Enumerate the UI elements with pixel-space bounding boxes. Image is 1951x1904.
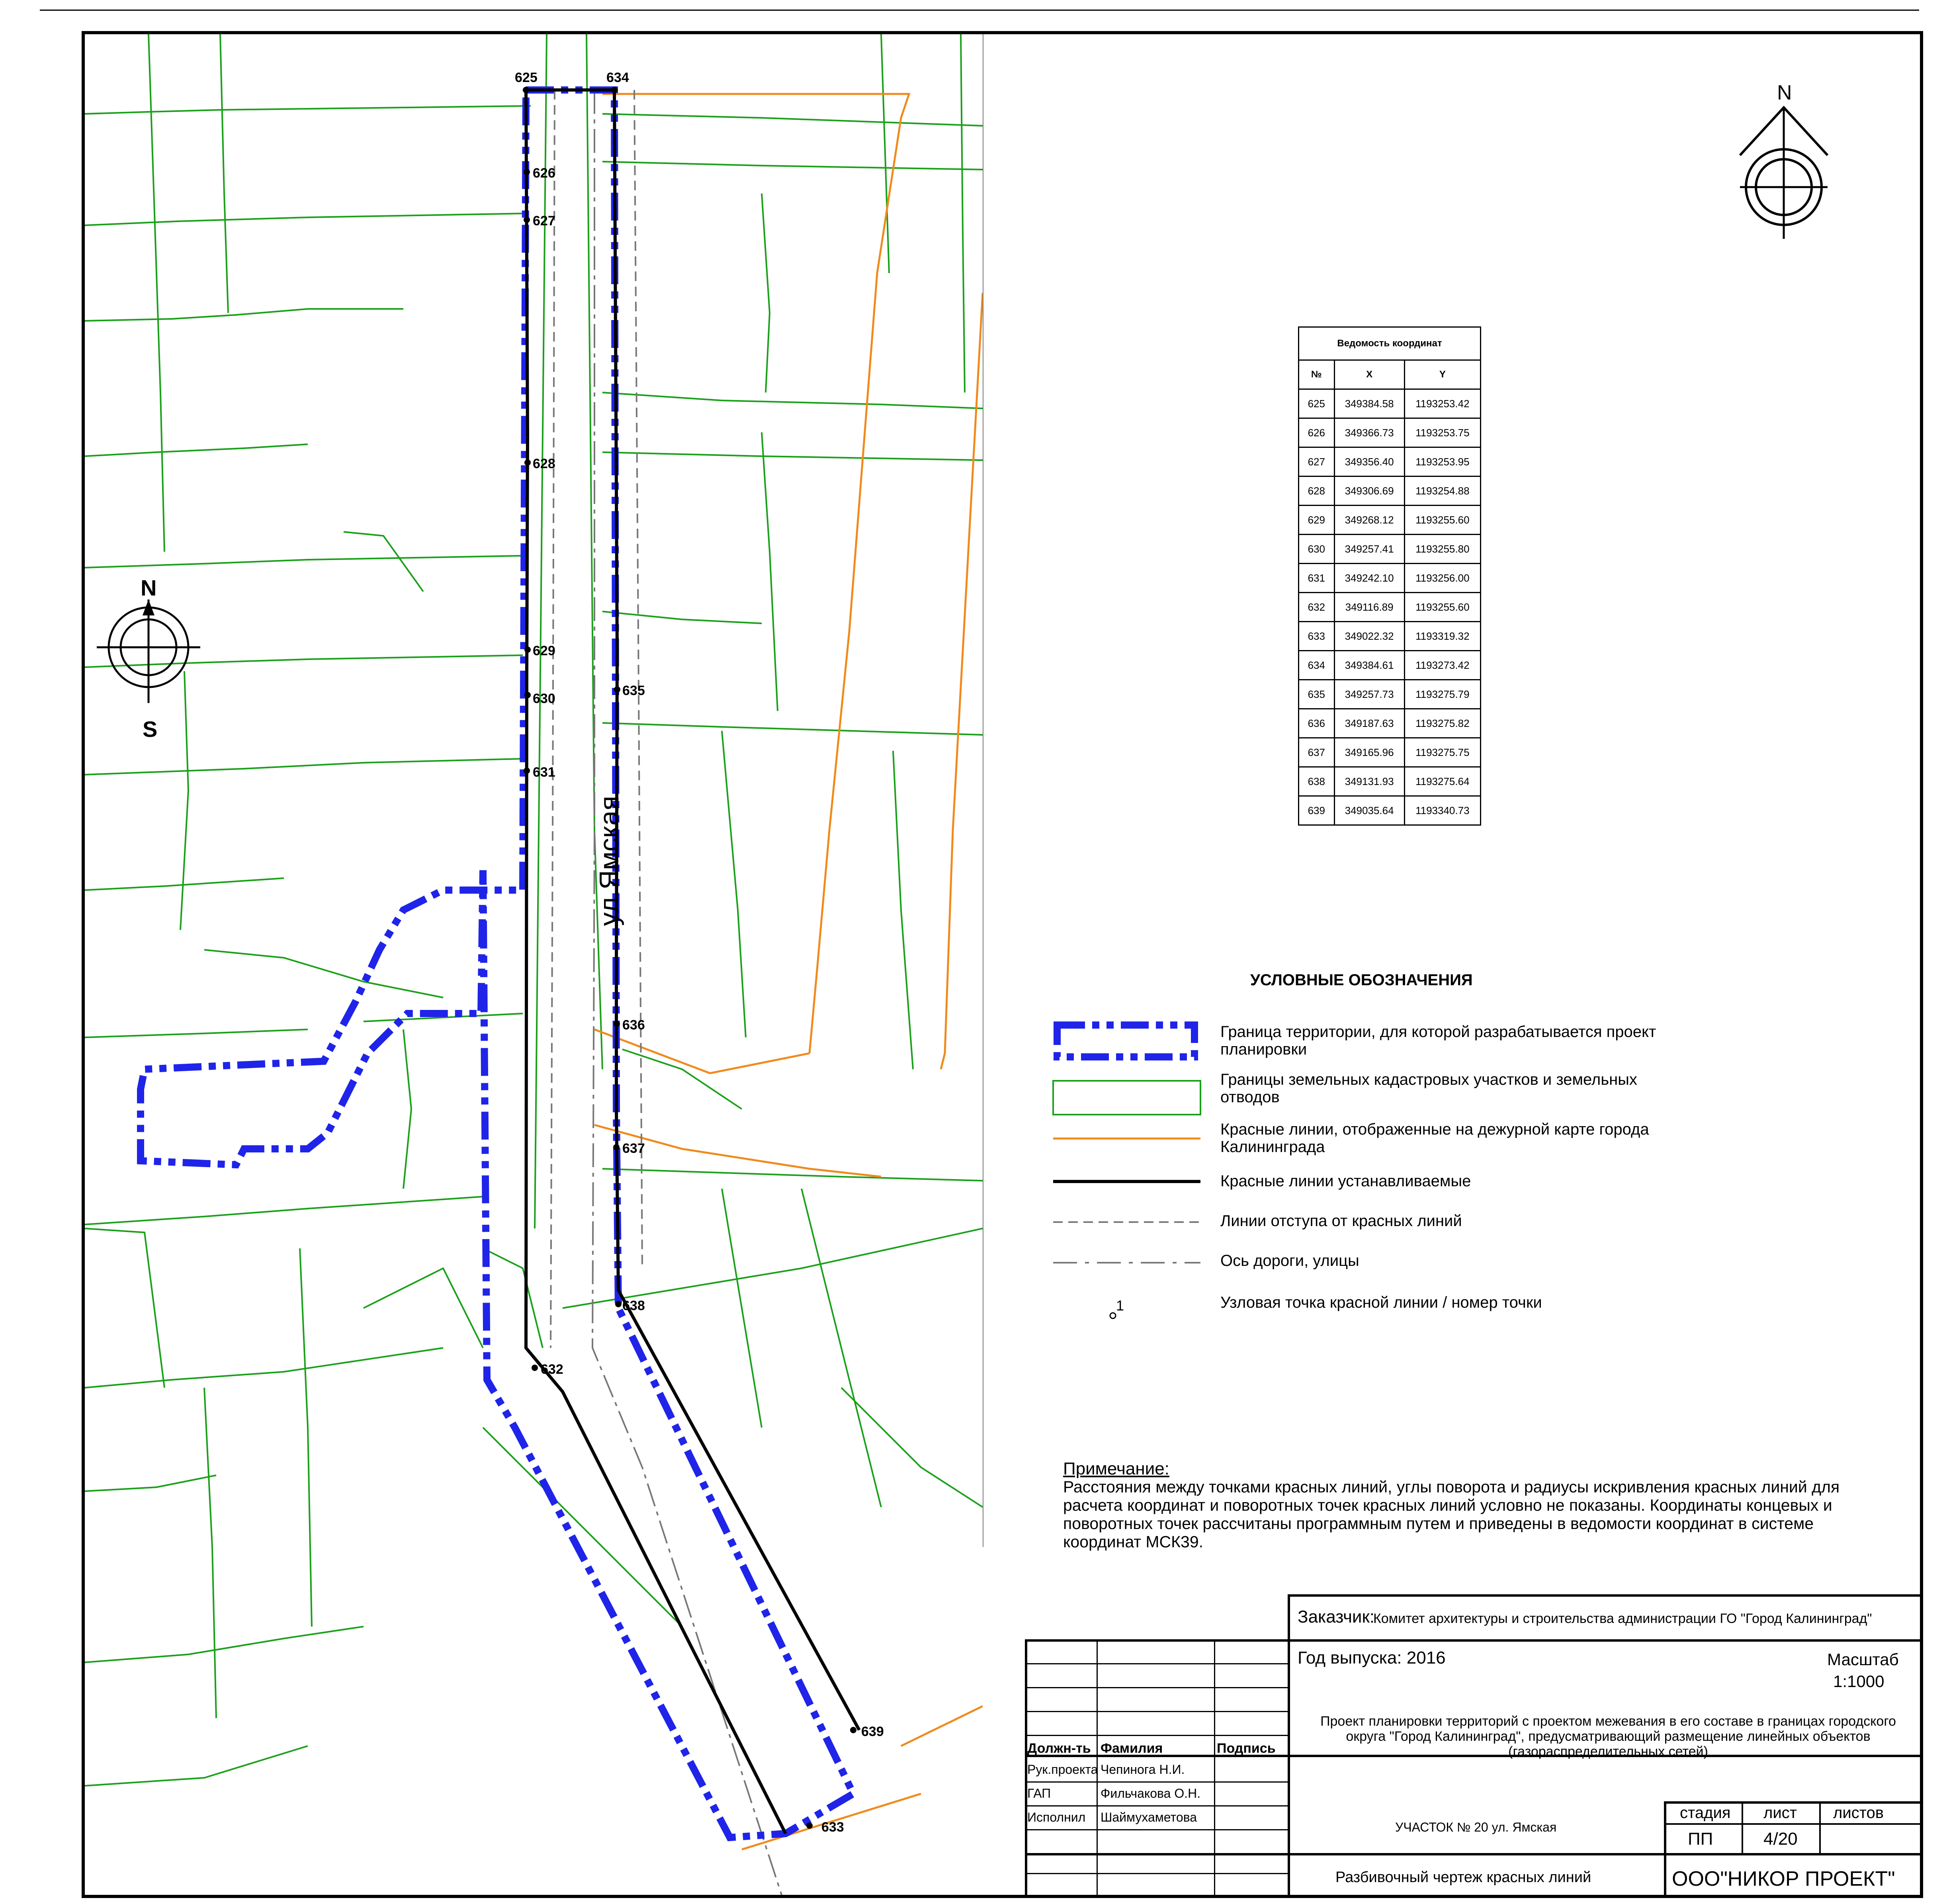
node-label-632: 632 [541,1362,563,1377]
y-coordinate: 1193255.60 [1404,593,1480,622]
point-number: 632 [1299,593,1335,622]
node-label-625: 625 [515,70,538,85]
legend-node-number: 1 [1116,1297,1124,1314]
stage-value: ПП [1688,1829,1713,1849]
table-row [1299,767,1481,796]
y-coordinate: 1193253.95 [1404,447,1480,476]
x-coordinate: 349257.41 [1334,535,1404,564]
node-label-630: 630 [533,691,555,706]
y-coordinate: 1193275.75 [1404,738,1480,767]
legend-symbol-cadastral [1053,1081,1200,1115]
compass-north-label: N [1777,81,1792,104]
x-coordinate: 349384.61 [1334,651,1404,680]
col-header-y: Y [1404,360,1480,389]
y-coordinate: 1193254.88 [1404,476,1480,506]
staff-name-1: Чепинога Н.И. [1101,1762,1185,1777]
table-row [1299,418,1481,447]
table-row [1299,709,1481,738]
point-number: 631 [1299,564,1335,593]
legend-item-duty-red-lines: Красные линии, отображенные на дежурной карте города Калининграда [1220,1121,1649,1156]
x-coordinate: 349268.12 [1334,506,1404,535]
x-coordinate: 349366.73 [1334,418,1404,447]
node-label-628: 628 [533,456,555,471]
release-year: Год выпуска: 2016 [1298,1648,1446,1668]
legend-item-offset-lines: Линии отступа от красных линий [1220,1212,1462,1230]
sheets-label: листов [1833,1804,1884,1822]
y-coordinate: 1193256.00 [1404,564,1480,593]
x-coordinate: 349165.96 [1334,738,1404,767]
survey-map [85,34,983,1895]
duty-map-red-lines [594,94,983,1849]
node-label-637: 637 [622,1141,645,1156]
staff-name-2: Фильчакова О.Н. [1101,1786,1201,1801]
drawing-name: Разбивочный чертеж красных линий [1335,1869,1591,1886]
y-coordinate: 1193253.75 [1404,418,1480,447]
y-coordinate: 1193255.80 [1404,535,1480,564]
north-arrow-compass [1732,80,1836,247]
staff-role-3: Исполнил [1027,1810,1086,1824]
table-row [1299,680,1481,709]
node-label-627: 627 [533,213,555,228]
x-coordinate: 349306.69 [1334,476,1404,506]
sheet-value: 4/20 [1763,1829,1798,1849]
legend-symbol-territory [1057,1025,1194,1057]
staff-role-1: Рук.проекта [1027,1762,1098,1777]
col-signature: Подпись [1217,1741,1276,1756]
point-number: 630 [1299,535,1335,564]
legend-title: УСЛОВНЫЕ ОБОЗНАЧЕНИЯ [1250,971,1473,989]
y-coordinate: 1193275.79 [1404,680,1480,709]
x-coordinate: 349257.73 [1334,680,1404,709]
point-number: 639 [1299,796,1335,825]
col-position: Должн-ть [1027,1741,1091,1756]
coordinates-table [1298,326,1481,826]
note-title: Примечание: [1063,1459,1169,1478]
y-coordinate: 1193319.32 [1404,622,1480,651]
node-label-629: 629 [533,643,555,658]
x-coordinate: 349187.63 [1334,709,1404,738]
table-row [1299,389,1481,418]
customer-name: Комитет архитектуры и строительства администрации ГО "Город Калининград" [1373,1611,1872,1626]
staff-role-2: ГАП [1027,1786,1051,1801]
x-coordinate: 349384.58 [1334,389,1404,418]
table-row [1299,476,1481,506]
section-name: УЧАСТОК № 20 ул. Ямская [1395,1820,1557,1834]
y-coordinate: 1193255.60 [1404,506,1480,535]
cadastral-parcel-boundaries [85,34,983,1786]
node-label-635: 635 [622,683,645,698]
red-line-node-labels [515,70,884,1835]
x-coordinate: 349356.40 [1334,447,1404,476]
point-number: 633 [1299,622,1335,651]
point-number: 638 [1299,767,1335,796]
table-row [1299,564,1481,593]
point-number: 627 [1299,447,1335,476]
company-name: ООО"НИКОР ПРОЕКТ" [1672,1867,1895,1890]
table-row [1299,447,1481,476]
legend-item-new-red-lines: Красные линии устанавливаемые [1220,1172,1471,1190]
note-text: Расстояния между точками красных линий, углы поворота и радиусы искривления красных линий для расчета координат и поворотных точек красных линий условно не показаны. Координаты концевых и поворотных точек рассчитаны программным путем и приведены в ведомости координат в системе координат МСК39. [1063,1478,1840,1551]
offset-lines [551,90,642,1348]
title-block [1025,1594,1923,1898]
established-red-lines [526,90,859,1834]
point-number: 629 [1299,506,1335,535]
col-header-no: № [1299,360,1335,389]
x-coordinate: 349242.10 [1334,564,1404,593]
legend-item-road-axis: Ось дороги, улицы [1220,1252,1359,1269]
node-label-634: 634 [606,70,629,85]
node-label-633: 633 [821,1820,844,1835]
x-coordinate: 349131.93 [1334,767,1404,796]
table-row [1299,738,1481,767]
y-coordinate: 1193275.82 [1404,709,1480,738]
table-row [1299,622,1481,651]
customer-label: Заказчик: [1298,1607,1374,1627]
node-label-631: 631 [533,765,555,780]
y-coordinate: 1193273.42 [1404,651,1480,680]
table-row [1299,651,1481,680]
sheet-label: лист [1763,1804,1797,1822]
legend-item-cadastral: Границы земельных кадастровых участков и земельных отводов [1220,1071,1637,1106]
x-coordinate: 349035.64 [1334,796,1404,825]
legend-symbol-node [1110,1313,1116,1318]
scale-label: Масштаб [1827,1650,1899,1669]
map-south-label: S [143,717,158,742]
table-row [1299,796,1481,825]
point-number: 635 [1299,680,1335,709]
coordinates-table-body [1299,389,1481,825]
map-north-arrow [97,575,200,742]
point-number: 634 [1299,651,1335,680]
point-number: 626 [1299,418,1335,447]
y-coordinate: 1193275.64 [1404,767,1480,796]
top-border-line [40,10,1919,11]
point-number: 628 [1299,476,1335,506]
x-coordinate: 349116.89 [1334,593,1404,622]
node-points [523,87,856,1829]
point-number: 637 [1299,738,1335,767]
node-label-638: 638 [622,1298,645,1313]
legend-symbols [1051,1019,1202,1345]
planning-territory-boundary [141,90,853,1838]
project-description: Проект планировки территорий с проектом межевания в его составе в границах городского округа "Город Калининград", предусматривающий размещение линейных объектов (газораспределительных сетей) [1320,1714,1896,1759]
table-row [1299,506,1481,535]
point-number: 636 [1299,709,1335,738]
col-header-x: X [1334,360,1404,389]
staff-name-3: Шаймухаметова [1101,1810,1197,1824]
node-label-636: 636 [622,1017,645,1033]
y-coordinate: 1193340.73 [1404,796,1480,825]
col-surname: Фамилия [1101,1741,1163,1756]
legend-item-territory: Граница территории, для которой разрабатывается проект планировки [1220,1023,1656,1058]
node-label-626: 626 [533,166,555,181]
legend-item-node-point: Узловая точка красной линии / номер точки [1220,1294,1542,1311]
node-label-639: 639 [861,1724,884,1739]
x-coordinate: 349022.32 [1334,622,1404,651]
street-label: ул.Ямская [594,796,624,926]
y-coordinate: 1193253.42 [1404,389,1480,418]
stage-label: стадия [1680,1804,1731,1822]
map-north-label: N [141,575,157,600]
table-row [1299,535,1481,564]
point-number: 625 [1299,389,1335,418]
table-row [1299,593,1481,622]
table-title: Ведомость координат [1299,327,1481,360]
scale-value: 1:1000 [1833,1672,1885,1691]
